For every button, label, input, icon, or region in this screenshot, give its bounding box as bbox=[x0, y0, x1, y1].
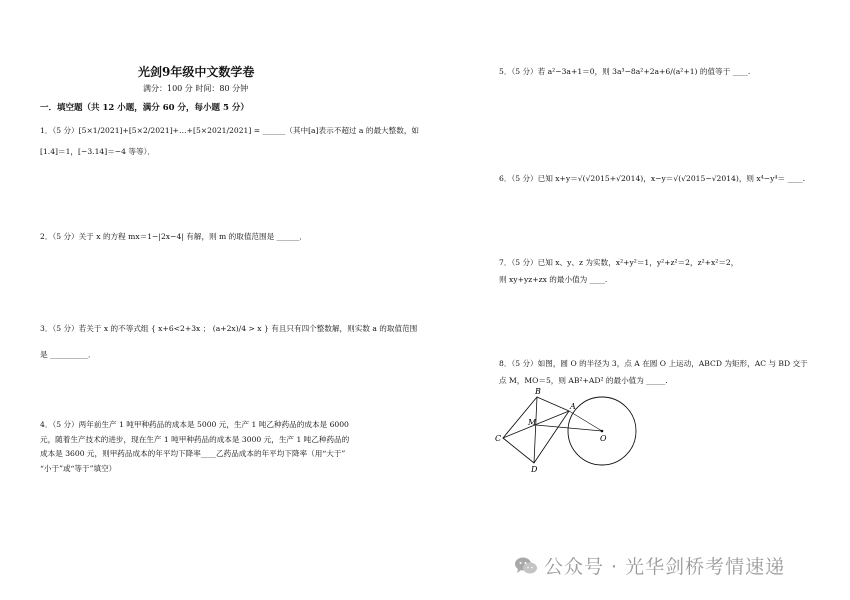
question-1-line-2: [1.4]＝1，[−3.14]＝−4 等等）． bbox=[40, 147, 155, 156]
exam-subtitle: 满分：100 分 时间：80 分钟 bbox=[143, 84, 249, 93]
question-4-line-3: 成本是 3600 元，则甲药品成本的年平均下降率____乙药品成本的年平均下降率（用“大于” bbox=[40, 449, 346, 458]
question-8-figure bbox=[490, 385, 650, 475]
question-7-line-1: 7．（5 分）已知 x、y、z 为实数，x²+y²＝1，y²+z²＝2，z²+x²＝2， bbox=[499, 258, 739, 267]
point-o bbox=[601, 430, 604, 433]
question-8 bbox=[499, 355, 808, 389]
question-7-line-2: 则 xy+yz+zx 的最小值为 ____. bbox=[499, 275, 608, 284]
question-5 bbox=[499, 63, 750, 80]
question-4-line-1: 4．（5 分）两年前生产 1 吨甲种药品的成本是 5000 元，生产 1 吨乙种药品的成本是 6000 bbox=[40, 420, 349, 429]
question-2-line-1: 2．（5 分）关于 x 的方程 mx＝1−|2x−4| 有解，则 m 的取值范围是 ______． bbox=[40, 232, 308, 241]
exam-title: 光剑9年级中文数学卷 bbox=[138, 65, 255, 79]
watermark bbox=[514, 552, 785, 579]
question-1 bbox=[40, 122, 419, 160]
label-a: A bbox=[570, 402, 576, 411]
wechat-icon bbox=[514, 556, 538, 576]
question-8-line-1: 8．（5 分）如图，圆 O 的半径为 3，点 A 在圆 O 上运动，ABCD 为矩形，AC 与 BD 交于 bbox=[499, 359, 808, 368]
question-8-line-2: 点 M，MO＝5，则 AB²+AD² 的最小值为 _____. bbox=[499, 376, 668, 385]
question-4-line-2: 元，随着生产技术的进步，现在生产 1 吨甲种药品的成本是 3000 元，生产 1 吨乙种药品的 bbox=[40, 434, 350, 444]
label-o: O bbox=[600, 434, 607, 443]
question-6-line-1: 6．（5 分）已知 x+y＝√(√2015+√2014)，x−y＝√(√2015−√2014)，则 x⁴−y⁴＝ ____. bbox=[499, 174, 806, 183]
section-heading: 一．填空题（共 12 小题，满分 60 分，每小题 5 分） bbox=[40, 103, 249, 113]
diagonal-bd bbox=[534, 397, 537, 463]
segment-ao bbox=[569, 411, 602, 431]
segment-mo bbox=[536, 425, 602, 431]
rectangle-abcd bbox=[503, 397, 569, 463]
question-3 bbox=[40, 320, 417, 363]
label-b: B bbox=[535, 387, 541, 396]
label-d: D bbox=[531, 465, 538, 474]
label-c: C bbox=[495, 434, 502, 443]
question-2 bbox=[40, 228, 307, 245]
question-1-line-1: 1．（5 分）[5×1/2021]+[5×2/2021]+…+[5×2021/2021] = ______（其中[a]表示不超过 a 的最大整数，如 bbox=[40, 126, 420, 135]
question-3-line-1: 3．（5 分）若关于 x 的不等式组 { x+6<2+3x ； (a+2x)/4 > x } 有且只有四个整数解，则实数 a 的取值范围 bbox=[40, 324, 418, 333]
question-7 bbox=[499, 254, 738, 288]
label-m: M bbox=[528, 418, 537, 427]
question-4-line-4: “小于”或“等于”填空） bbox=[40, 463, 117, 473]
question-3-line-2: 是 __________． bbox=[40, 350, 96, 359]
question-5-line-1: 5．（5 分）若 a²−3a+1＝0，则 3a³−8a²+2a+6/(a²+1) 的值等于 ____. bbox=[499, 67, 751, 76]
question-4 bbox=[40, 418, 349, 476]
watermark-text: 公众号 · 光华剑桥考情速递 bbox=[544, 556, 786, 578]
question-6 bbox=[499, 170, 805, 187]
